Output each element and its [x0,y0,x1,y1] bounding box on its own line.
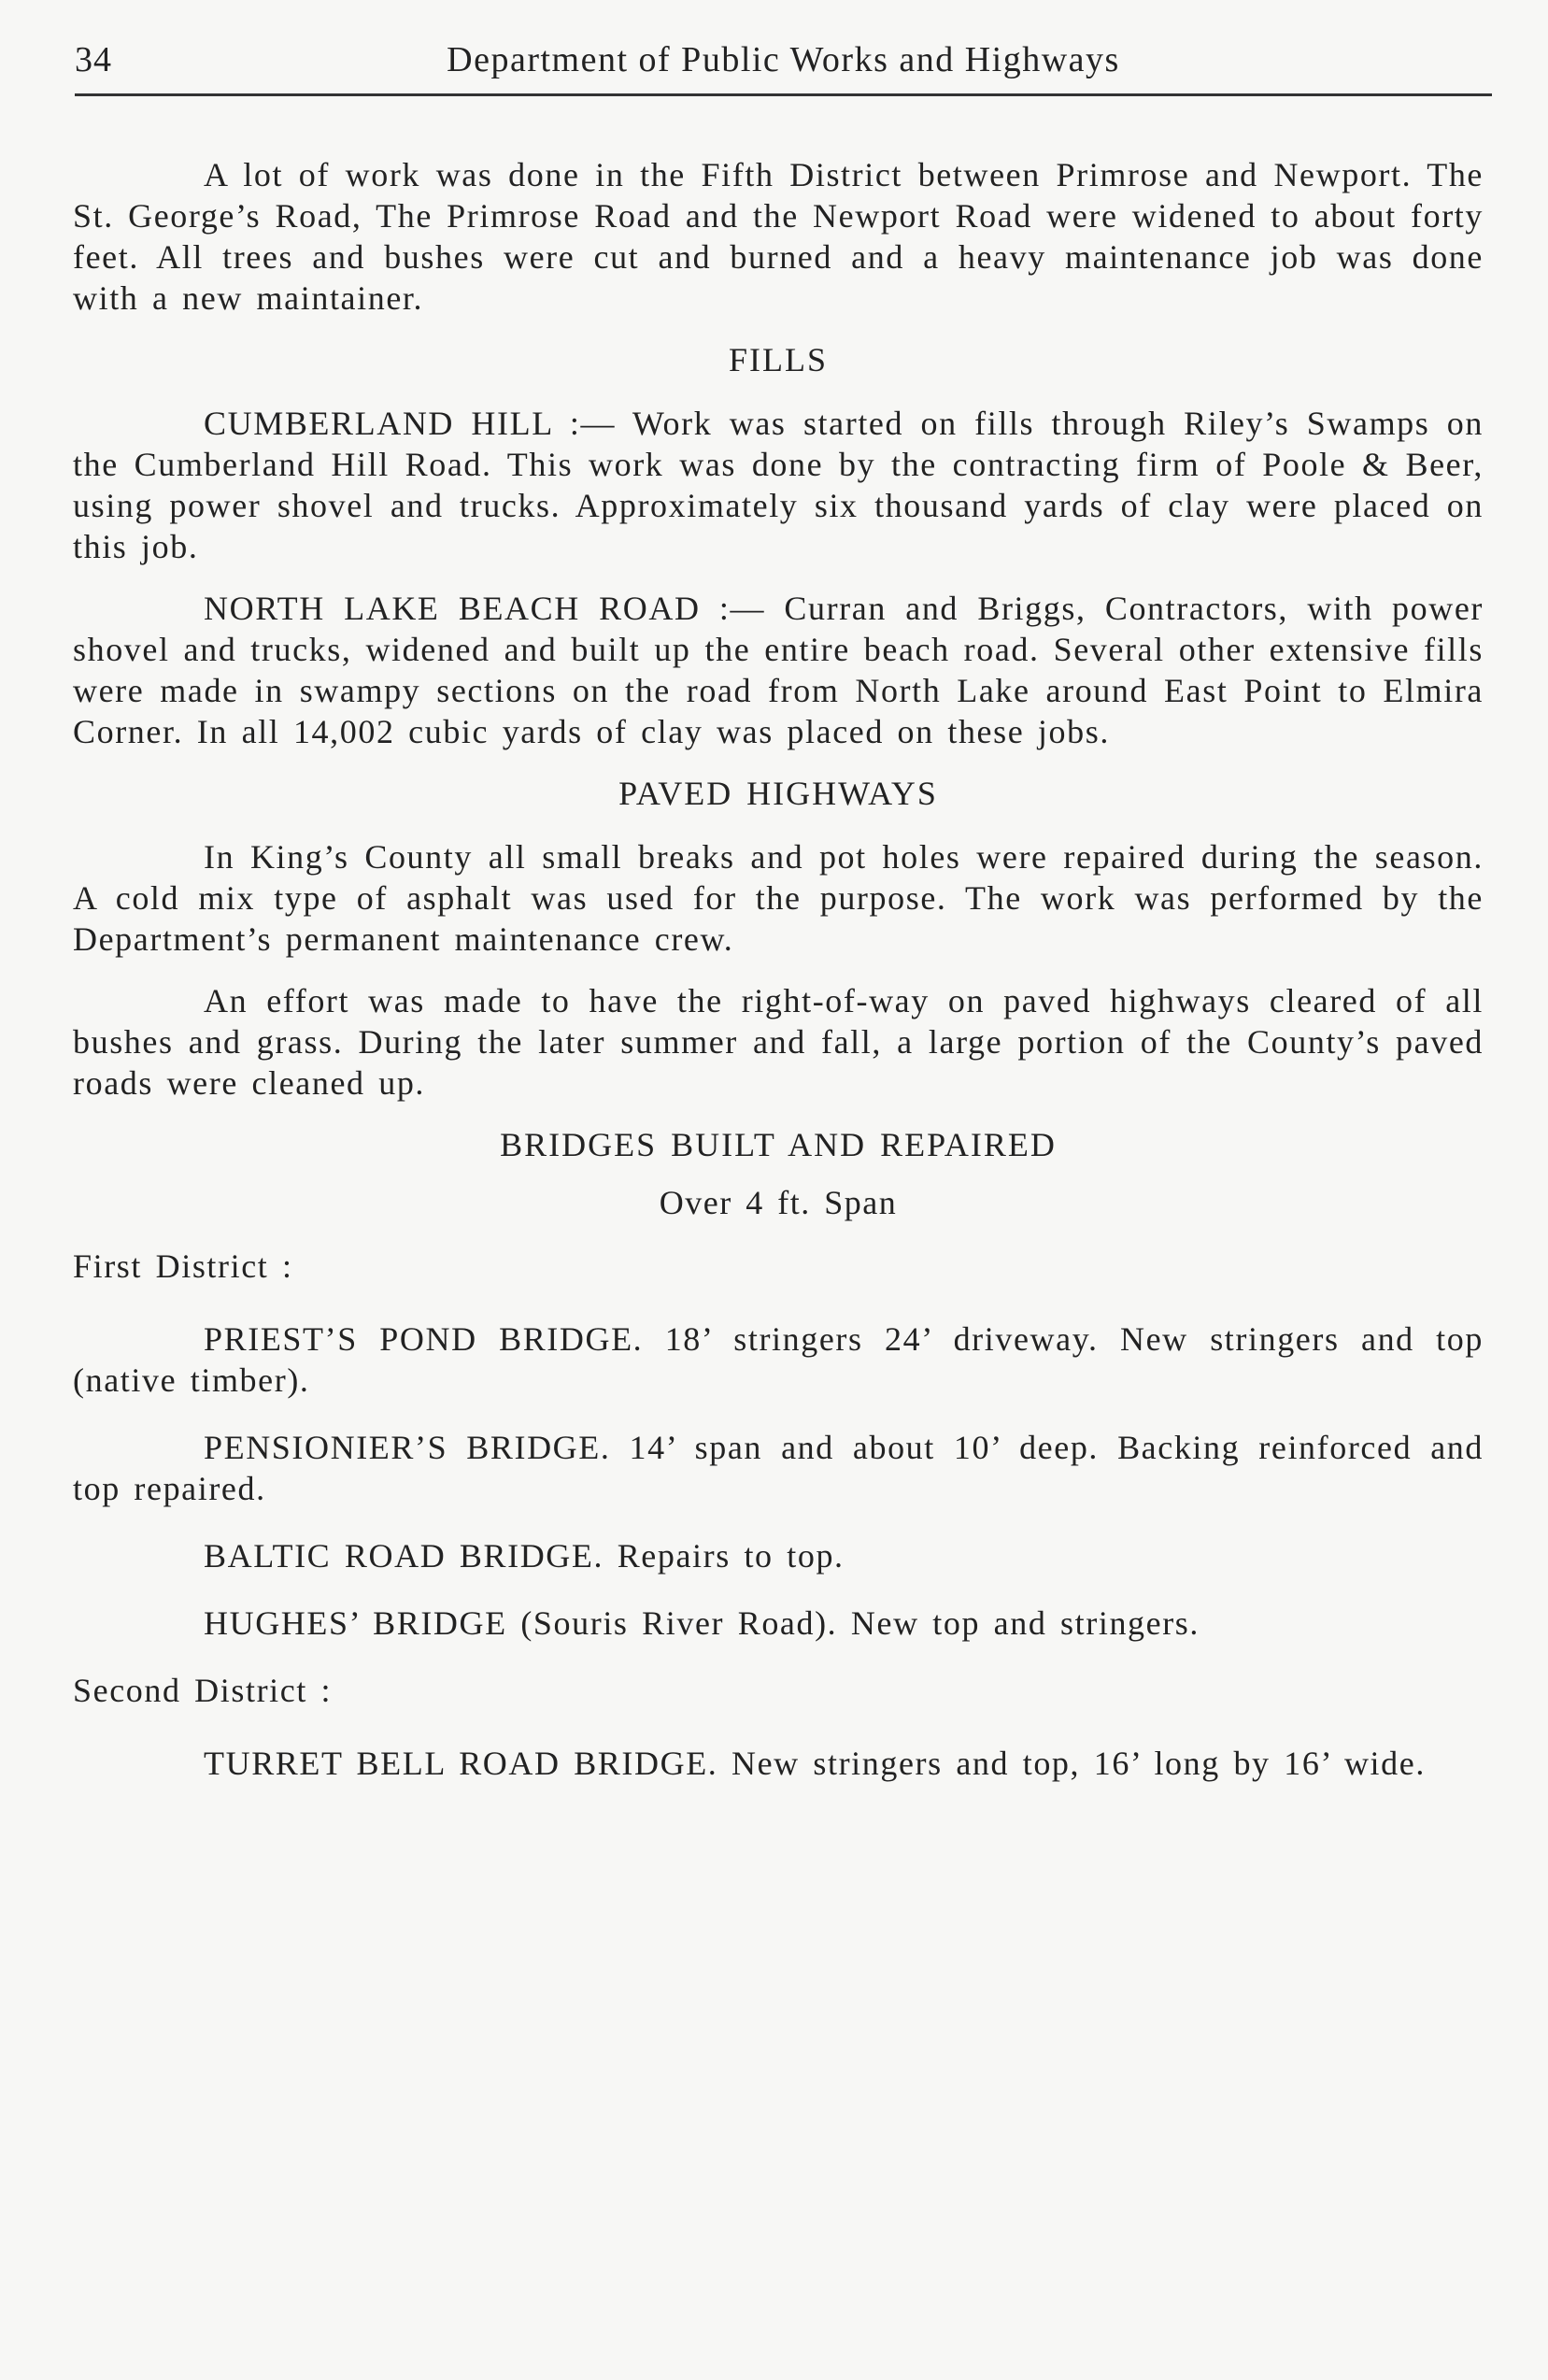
bridge-entry-priests-pond: PRIEST’S POND BRIDGE. 18’ stringers 24’ driveway. New stringers and top (native timber). [73,1320,1484,1399]
page-header [75,28,1492,93]
bridge-entry-hughes: HUGHES’ BRIDGE (Souris River Road). New top and stringers. [204,1604,1200,1642]
fills-paragraph-north-lake: NORTH LAKE BEACH ROAD :— Curran and Briggs, Contractors, with power shovel and trucks, widened and built up the entire beach road. Several other extensive fills were made in swampy sections on the road from North Lake around East Point to Elmira Corner. In all 14,002 cubic yards of clay was placed on these jobs. [73,590,1484,750]
page-body [73,154,1484,1810]
bridge-entry-pensioniers: PENSIONIER’S BRIDGE. 14’ span and about 10’ deep. Backing reinforced and top repaired. [73,1429,1484,1507]
bridges-subheading: Over 4 ft. Span [659,1184,898,1221]
section-heading-fills: FILLS [728,341,828,378]
paved-paragraph-kings-county: In King’s County all small breaks and pot holes were repaired during the season. A cold mix type of asphalt was used for the purpose. The work was performed by the Department’s permanent maintenance crew. [73,838,1484,958]
section-heading-paved-highways: PAVED HIGHWAYS [618,775,938,812]
district-label-first: First District : [73,1247,293,1285]
section-heading-bridges: BRIDGES BUILT AND REPAIRED [500,1126,1057,1163]
paved-paragraph-right-of-way: An effort was made to have the right-of-way on paved highways cleared of all bushes and grass. During the later summer and fall, a large portion of the County’s paved roads were cleaned up. [73,982,1484,1102]
page-number: 34 [75,40,112,79]
intro-paragraph: A lot of work was done in the Fifth District between Primrose and Newport. The St. George’s Road, The Primrose Road and the Newport Road were widened to about forty feet. All trees and bushes were cut and burned and a heavy maintenance job was done with a new maintainer. [73,156,1484,317]
bridge-entry-baltic-road: BALTIC ROAD BRIDGE. Repairs to top. [204,1537,845,1575]
header-rule [75,93,1492,96]
running-head: Department of Public Works and Highways [447,40,1120,79]
fills-paragraph-cumberland: CUMBERLAND HILL :— Work was started on fills through Riley’s Swamps on the Cumberland Hill Road. This work was done by the contracting firm of Poole & Beer, using power shovel and trucks. Approximately six thousand yards of clay were placed on this job. [73,405,1484,565]
bridge-entry-turret-bell: TURRET BELL ROAD BRIDGE. New stringers and top, 16’ long by 16’ wide. [204,1745,1426,1782]
district-label-second: Second District : [73,1672,333,1709]
